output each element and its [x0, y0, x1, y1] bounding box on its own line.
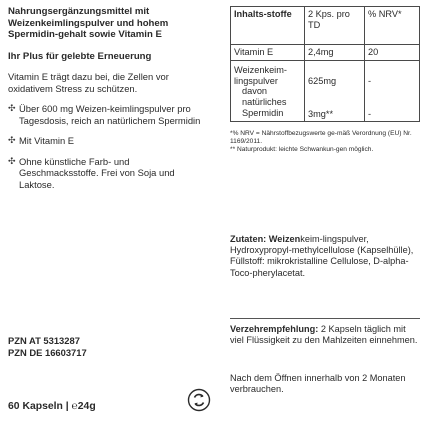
- sparkle-icon: ✣: [8, 103, 16, 113]
- pzn-de: PZN DE 16603717: [8, 346, 87, 358]
- table-cell: 20: [365, 45, 420, 61]
- row-subvalue: 3mg**: [308, 108, 334, 119]
- ingredients-highlight: Weizen: [268, 234, 301, 244]
- dosage-block: [230, 324, 420, 346]
- package-info: 60 Kapseln | ℮24g: [8, 401, 96, 412]
- vitamin-e-claim: Vitamin E trägt dazu bei, die Zellen vor oxidativem Stress zu schützen.: [8, 71, 169, 94]
- feature-text: Mit Vitamin E: [19, 135, 75, 146]
- pzn-at: PZN AT 5313287: [8, 335, 80, 346]
- dosage-text: 2 Kapseln täglich mit viel Flüssigkeit zu den Mahlzeiten einnehmen.: [230, 324, 418, 346]
- table-cell: Vitamin E: [231, 45, 305, 61]
- column-header: Inhalts-stoffe: [231, 7, 305, 45]
- feature-text: Über 600 mg Weizen-keimlingspulver pro Tagesdosis, reich an natürlichem Spermidin: [19, 103, 201, 126]
- divider: [230, 318, 420, 319]
- column-header: 2 Kps. pro TD: [305, 7, 365, 45]
- feature-item: [8, 103, 208, 126]
- feature-item: [8, 156, 208, 191]
- table-cell: 2,4mg: [305, 45, 365, 61]
- plus-heading: Ihr Plus für gelebte Erneuerung: [8, 50, 152, 62]
- row-nrv: -: [368, 75, 372, 86]
- product-description: Nahrungsergänzungsmittel mit Weizenkeimlingspulver und hohem Spermidin-gehalt sowie Vitamin E: [8, 6, 169, 40]
- ingredients-text: keim-lingspulver, Hydroxypropyl-methylcellulose (Kapselhülle), Füllstoff: mikrokristalline Cellulose, D-alpha-Toco-pherylacetat.: [230, 234, 414, 278]
- table-row: [231, 60, 420, 122]
- ingredients-block: [230, 234, 420, 279]
- ingredients-label: Zutaten:: [230, 234, 269, 244]
- feature-item: [8, 135, 208, 147]
- row-sublabel: davon natürliches Spermidin: [242, 86, 287, 118]
- row-value: 625mg: [308, 75, 337, 86]
- feature-text: Ohne künstliche Farb- und Geschmacksstoffe. Frei von Soja und Laktose.: [19, 155, 175, 190]
- natural-footnote: ** Naturprodukt: leichte Schwankun-gen möglich.: [230, 146, 374, 154]
- table-cell: [231, 60, 305, 122]
- nrv-footnote: *% NRV = Nährstoffbezugswerte ge-mäß Verordnung (EU) Nr. 1169/2011.: [230, 130, 412, 146]
- dosage-label: Verzehrempfehlung:: [230, 324, 321, 334]
- sparkle-icon: ✣: [8, 135, 16, 145]
- footnotes: [230, 130, 420, 154]
- row-label: Weizenkeim-lingspulver: [234, 64, 287, 86]
- table-cell: [365, 60, 420, 122]
- table-row: [231, 45, 420, 61]
- nutrition-table: [230, 6, 420, 122]
- left-column: [8, 6, 208, 190]
- sparkle-icon: ✣: [8, 155, 16, 166]
- pzn-block: [8, 335, 87, 358]
- table-cell: [305, 60, 365, 122]
- table-header-row: [231, 7, 420, 45]
- storage-note: Nach dem Öffnen innerhalb von 2 Monaten verbrauchen.: [230, 373, 406, 395]
- recycle-icon: [187, 388, 211, 412]
- row-subnrv: -: [368, 108, 372, 119]
- right-column: [230, 6, 420, 154]
- column-header: % NRV*: [365, 7, 420, 45]
